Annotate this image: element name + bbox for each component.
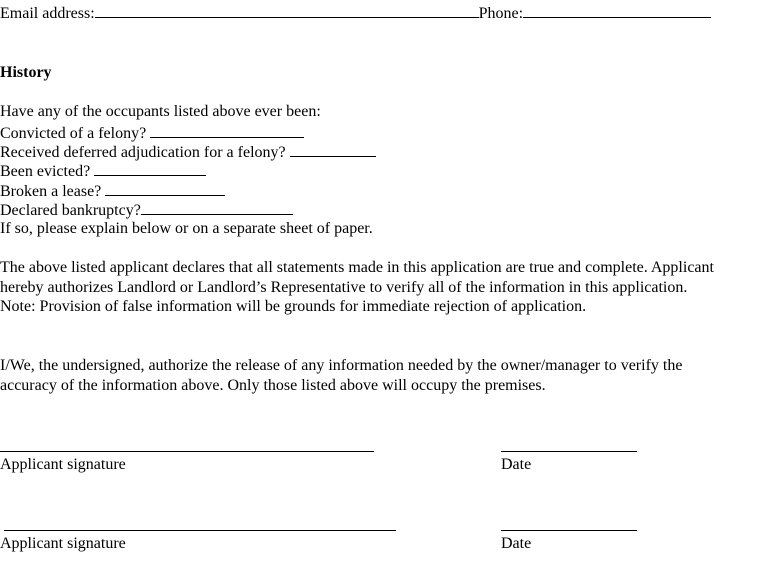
authorization-line-2: accuracy of the information above. Only those listed above will occupy the premises. xyxy=(0,377,546,394)
question-deferred-adjudication xyxy=(0,141,376,162)
date-label-1: Date xyxy=(501,456,532,473)
broken-lease-answer-field[interactable] xyxy=(105,180,225,196)
applicant-signature-label-1: Applicant signature xyxy=(0,456,126,473)
question-broken-lease xyxy=(0,180,225,201)
history-intro: Have any of the occupants listed above ever been: xyxy=(0,103,321,120)
date-field-1[interactable] xyxy=(501,451,637,452)
date-field-2[interactable] xyxy=(501,530,637,531)
evicted-answer-field[interactable] xyxy=(94,160,206,176)
history-heading: History xyxy=(0,64,52,81)
question-label: Declared bankruptcy? xyxy=(0,202,141,219)
question-evicted xyxy=(0,160,206,181)
authorization-line-1: I/We, the undersigned, authorize the release of any information needed by the owner/manager to verify the xyxy=(0,357,683,374)
question-bankruptcy xyxy=(0,199,293,220)
email-label: Email address: xyxy=(0,5,95,22)
bankruptcy-answer-field[interactable] xyxy=(141,199,293,215)
phone-field[interactable] xyxy=(523,2,711,18)
applicant-signature-field-2[interactable] xyxy=(4,530,396,531)
contact-line xyxy=(0,2,711,23)
email-field[interactable] xyxy=(95,2,479,18)
felony-answer-field[interactable] xyxy=(150,122,304,138)
applicant-signature-field-1[interactable] xyxy=(0,451,374,452)
question-label: Been evicted? xyxy=(0,163,91,180)
question-label: Broken a lease? xyxy=(0,183,102,200)
deferred-adjudication-answer-field[interactable] xyxy=(290,141,376,157)
question-label: Received deferred adjudication for a felony? xyxy=(0,144,286,161)
declaration-line-1: The above listed applicant declares that all statements made in this application are true and complete. Applicant xyxy=(0,259,714,276)
declaration-line-2: hereby authorizes Landlord or Landlord’s Representative to verify all of the information in this application. xyxy=(0,279,688,296)
question-felony xyxy=(0,122,304,143)
applicant-signature-label-2: Applicant signature xyxy=(0,535,126,552)
explain-note: If so, please explain below or on a separate sheet of paper. xyxy=(0,220,373,237)
phone-label: Phone: xyxy=(478,5,524,22)
date-label-2: Date xyxy=(501,535,532,552)
declaration-line-3: Note: Provision of false information will be grounds for immediate rejection of application. xyxy=(0,298,587,315)
question-label: Convicted of a felony? xyxy=(0,125,147,142)
